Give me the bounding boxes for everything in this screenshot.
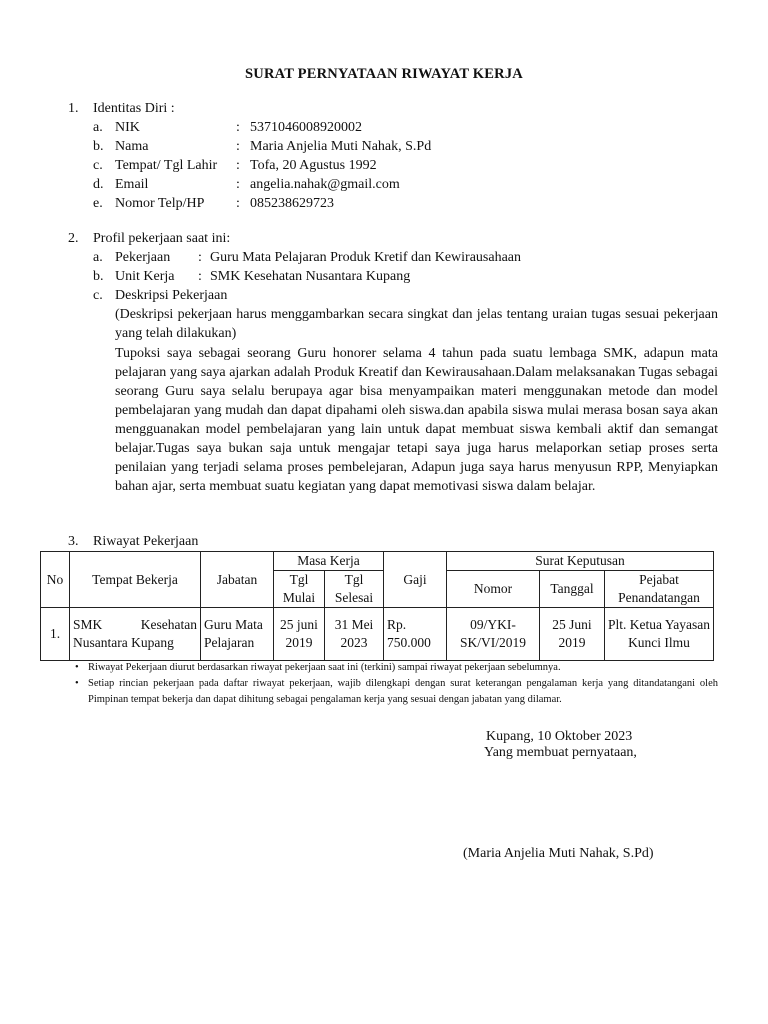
header-nomor: Nomor: [447, 571, 540, 608]
identity-label-nama: Nama: [115, 139, 149, 154]
table-row: [41, 608, 714, 661]
identity-value-email: angelia.nahak@gmail.com: [250, 177, 400, 192]
profile-label-pekerjaan: Pekerjaan: [115, 250, 171, 265]
cell-tanggal: 25 Juni 2019: [540, 608, 605, 661]
header-pejabat: Pejabat Penandatangan: [605, 571, 714, 608]
cell-gaji: Rp. 750.000: [384, 608, 447, 661]
cell-no: 1.: [41, 608, 70, 661]
identity-label-ttl: Tempat/ Tgl Lahir: [115, 158, 218, 173]
identity-letter: d.: [93, 177, 104, 192]
signature-closing: Yang membuat pernyataan,: [484, 745, 637, 760]
table-notes: [72, 660, 718, 708]
cell-jabatan: Guru Mata Pelajaran: [201, 608, 274, 661]
signature-place-date: Kupang, 10 Oktober 2023: [486, 729, 633, 744]
identity-colon: :: [236, 139, 240, 154]
header-tgl-selesai: Tgl Selesai: [325, 571, 384, 608]
cell-pejabat: Plt. Ketua Yayasan Kunci Ilmu: [605, 608, 714, 661]
profile-colon: :: [198, 250, 202, 265]
header-tanggal: Tanggal: [540, 571, 605, 608]
identity-letter: a.: [93, 120, 103, 135]
profile-value-pekerjaan: Guru Mata Pelajaran Produk Kretif dan Kewirausahaan: [210, 250, 522, 265]
profile-letter: b.: [93, 269, 104, 284]
header-gaji: Gaji: [384, 552, 447, 608]
identity-letter: b.: [93, 139, 104, 154]
identity-letter: c.: [93, 158, 103, 173]
identity-colon: :: [236, 177, 240, 192]
cell-tgl-mulai: 25 juni 2019: [274, 608, 325, 661]
section-3-heading: Riwayat Pekerjaan: [93, 534, 199, 549]
note-text: Setiap rincian pekerjaan pada daftar riwayat pekerjaan, wajib dilengkapi dengan surat keterangan pengalaman kerja yang ditandatangani oleh Pimpinan tempat bekerja dan dapat dihitung sebagai pengalaman kerja yang sesuai dengan jabatan yang dilamar.: [88, 678, 718, 705]
profile-value-unit: SMK Kesehatan Nusantara Kupang: [210, 269, 411, 284]
section-2-number: 2.: [68, 231, 79, 246]
profile-letter: a.: [93, 250, 103, 265]
cell-tgl-selesai: 31 Mei 2023: [325, 608, 384, 661]
header-no: No: [41, 552, 70, 608]
header-jabatan: Jabatan: [201, 552, 274, 608]
header-tempat: Tempat Bekerja: [70, 552, 201, 608]
identity-value-nama: Maria Anjelia Muti Nahak, S.Pd: [250, 139, 432, 154]
header-tgl-mulai: Tgl Mulai: [274, 571, 325, 608]
identity-letter: e.: [93, 196, 103, 211]
identity-label-email: Email: [115, 177, 149, 192]
identity-value-phone: 085238629723: [250, 196, 334, 211]
section-2-heading: Profil pekerjaan saat ini:: [93, 231, 231, 246]
identity-label-nik: NIK: [115, 120, 140, 135]
profile-letter: c.: [93, 288, 103, 303]
note-item: [72, 676, 718, 708]
bullet-icon: •: [75, 662, 79, 673]
bullet-icon: •: [75, 678, 79, 689]
note-text: Riwayat Pekerjaan diurut berdasarkan riwayat pekerjaan saat ini (terkini) sampai riwayat pekerjaan sebelumnya.: [88, 662, 561, 673]
identity-colon: :: [236, 196, 240, 211]
cell-tempat: SMK Kesehatan Nusantara Kupang: [70, 608, 201, 661]
identity-value-ttl: Tofa, 20 Agustus 1992: [250, 158, 377, 173]
identity-label-phone: Nomor Telp/HP: [115, 196, 205, 211]
identity-value-nik: 5371046008920002: [250, 120, 362, 135]
identity-colon: :: [236, 158, 240, 173]
work-history-table: [40, 551, 714, 661]
section-3-number: 3.: [68, 534, 79, 549]
section-1-heading: Identitas Diri :: [93, 101, 175, 116]
document-title: SURAT PERNYATAAN RIWAYAT KERJA: [245, 66, 523, 82]
signature-name: (Maria Anjelia Muti Nahak, S.Pd): [463, 846, 654, 861]
profile-label-deskripsi: Deskripsi Pekerjaan: [115, 288, 228, 303]
note-item: [72, 660, 718, 676]
section-1-number: 1.: [68, 101, 79, 116]
identity-colon: :: [236, 120, 240, 135]
header-masa-kerja: Masa Kerja: [274, 552, 384, 571]
description-text: Tupoksi saya sebagai seorang Guru honorer selama 4 tahun pada suatu lembaga SMK, adapun mata pelajaran yang saya ajarkan adalah Produk Kreatif dan Kewirausahaan.Dalam melaksanakan Tugas sebagai seorang Guru saya selalu berupaya agar bisa menyampaikan materi menggunakan metode dan model pembelajaran yang mudah dan dapat dipahami oleh siswa.dan apabila siswa mulai merasa bosan saya akan mengguanakan model pembelajaran yang lain untuk dapat membuat siswa kembali aktif dan semangat belajar.Tugas saya bukan saja untuk mengajar tetapi saya juga harus melaporkan setiap proses serta penilaian yang terjadi selama proses pembelejaran, Adapun juga saya harus menyusun RPP, Menyiapkan bahan ajar, serta membuat suatu kegiatan yang dapat memotivasi siswa dalam belajar.: [115, 346, 718, 494]
header-surat-keputusan: Surat Keputusan: [447, 552, 714, 571]
description-instruction: (Deskripsi pekerjaan harus menggambarkan secara singkat dan jelas tentang uraian tugas sesuai pekerjaan yang telah dilakukan): [115, 307, 718, 341]
cell-nomor: 09/YKI-SK/VI/2019: [447, 608, 540, 661]
profile-colon: :: [198, 269, 202, 284]
profile-label-unit: Unit Kerja: [115, 269, 175, 284]
